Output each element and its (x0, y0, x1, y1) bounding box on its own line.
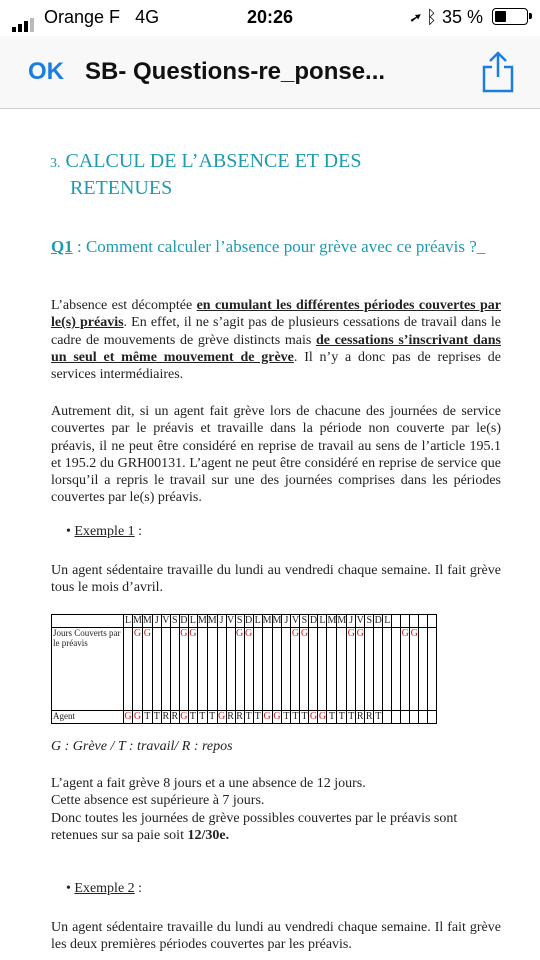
table-cell: G (318, 711, 327, 722)
day-header: V (356, 615, 364, 626)
clock: 20:26 (246, 7, 294, 27)
table-cell: T (338, 711, 345, 722)
day-header: L (189, 615, 196, 626)
table-cell: R (236, 711, 243, 722)
table-cell: T (348, 711, 355, 722)
table-cell: G (273, 711, 281, 722)
navigation-bar (0, 36, 540, 109)
table-cell (253, 628, 262, 711)
day-header: J (217, 615, 226, 628)
table-cell (392, 628, 401, 711)
table-cell: T (301, 711, 308, 722)
table-cell (161, 628, 170, 711)
day-header: D (309, 615, 318, 626)
strike-calendar-table (51, 614, 437, 724)
table-cell (365, 628, 374, 711)
day-header: S (172, 615, 178, 626)
day-header: M (207, 615, 217, 626)
location-icon: ➚ (410, 7, 422, 27)
day-header: S (301, 615, 308, 626)
status-bar (0, 0, 540, 36)
battery-percent: 35 % (441, 7, 483, 27)
table-cell (327, 628, 337, 711)
table-cell: G (142, 628, 152, 711)
header-blank (52, 615, 124, 628)
ok-button[interactable]: OK (28, 58, 64, 85)
table-cell: R (162, 711, 170, 722)
example-1-label: • Exemple 1 : (66, 524, 143, 539)
table-cell: G (291, 628, 300, 711)
table-cell (428, 628, 437, 711)
table-cell: G (347, 628, 356, 711)
table-cell: G (401, 628, 410, 711)
table-cell: G (124, 711, 132, 722)
day-header (401, 615, 410, 628)
table-cell: G (309, 711, 318, 722)
carrier-label: Orange F 4G (44, 7, 160, 27)
table-cell: G (300, 628, 309, 711)
table-cell: T (283, 711, 290, 722)
day-header: J (282, 615, 291, 628)
table-cell: T (199, 711, 206, 722)
table-cell (226, 628, 235, 711)
table-cell (383, 711, 392, 724)
section-heading: 3. CALCUL DE L’ABSENCE ET DES RETENUES (50, 150, 362, 199)
paragraph-2: Autrement dit, si un agent fait grève lors de chacune des journées de service couvertes par le préavis et travaille dans la période non couverte par le(s) préavis, il ne peut être considéré en reprise de travail au sens de l’article 195.1 et 195.2 du GRH00131. L’agent ne peut être considéré en reprise de service que lorsqu’il a repris le travail sur une des journées comprises dans les périodes couvertes par le(s) préavis. (51, 404, 501, 506)
table-cell (383, 628, 392, 711)
table-cell (152, 628, 161, 711)
table-cell: T (292, 711, 299, 722)
day-header (410, 615, 419, 628)
table-cell (197, 628, 207, 711)
table-cell: R (365, 711, 373, 722)
table-cell (337, 628, 347, 711)
day-header: L (384, 615, 391, 626)
paragraph-3: Un agent sédentaire travaille du lundi au vendredi chaque semaine. Il fait grève tous le mois d’avril. (51, 563, 501, 596)
day-header: M (133, 615, 142, 626)
paragraph-4: L’agent a fait grève 8 jours et a une absence de 12 jours. Cette absence est supérieure à 7 jours. Donc toutes les journées de grève possibles couvertes par le préavis sont retenues sur sa paie soit 12/30e. (51, 776, 458, 843)
table-cell: T (144, 711, 151, 722)
table-cell: R (227, 711, 234, 722)
table-cell: T (189, 711, 196, 722)
table-cell (309, 628, 318, 711)
day-header: M (327, 615, 337, 626)
day-header (419, 615, 428, 628)
day-header: D (245, 615, 253, 626)
table-cell: T (375, 711, 382, 722)
paragraph-1: L’absence est décomptée en cumulant les différentes périodes couvertes par le(s) préavis. En effet, il ne s’agit pas de plusieurs cessations de travail dans le cadre de mouvements de grève distincts mais de cessations s’inscrivant dans un seul et même mouvement de grève. Il n’y a donc pas de reprises de services intermédiaires. (51, 298, 502, 383)
legend: G : Grève / T : travail/ R : repos (51, 739, 233, 754)
table-header-row (52, 615, 437, 628)
row-label: Jours Couverts par le préavis (52, 628, 124, 711)
table-cell: G (218, 711, 226, 722)
day-header (392, 615, 401, 628)
table-cell: G (188, 628, 197, 711)
table-cell (217, 628, 226, 711)
day-header: M (272, 615, 282, 626)
table-cell (374, 628, 383, 711)
table-cell (401, 711, 410, 724)
day-header: V (291, 615, 300, 626)
table-cell (318, 628, 327, 711)
table-cell: T (328, 711, 335, 722)
example-2-label: • Exemple 2 : (66, 881, 143, 896)
day-header: V (227, 615, 235, 626)
table-cell (282, 628, 291, 711)
table-cell: G (133, 628, 143, 711)
day-header: S (236, 615, 243, 626)
day-header: V (162, 615, 170, 626)
table-cell (272, 628, 282, 711)
table-cell (428, 711, 437, 724)
question-q1: Q1 : Comment calculer l’absence pour grève avec ce préavis ?_ (51, 237, 486, 256)
day-header: L (319, 615, 326, 626)
table-cell: G (263, 711, 271, 722)
paragraph-5: Un agent sédentaire travaille du lundi au vendredi chaque semaine. Il fait grève les deux premières périodes couvertes par les préavis. (51, 920, 501, 953)
table-cell (392, 711, 401, 724)
table-cell (419, 628, 428, 711)
table-cell: T (245, 711, 252, 722)
table-cell: G (244, 628, 253, 711)
day-header (428, 615, 437, 628)
table-cell: G (410, 628, 419, 711)
table-cell: R (356, 711, 364, 722)
day-header: D (374, 615, 382, 626)
battery-icon (492, 8, 528, 25)
table-cell: T (209, 711, 216, 722)
table-cell (262, 628, 272, 711)
day-header: M (142, 615, 152, 626)
bluetooth-icon: ᛒ (426, 7, 437, 27)
status-right (410, 7, 528, 28)
table-cell: G (180, 711, 188, 722)
document-title: SB- Questions-re_ponse... (85, 58, 386, 85)
table-row (52, 711, 437, 724)
day-header: J (347, 615, 356, 628)
table-cell (124, 628, 133, 711)
table-row (52, 628, 437, 711)
table-cell: T (153, 711, 160, 722)
day-header: S (366, 615, 373, 626)
table-cell (419, 711, 428, 724)
table-cell: G (133, 711, 142, 722)
day-header: M (262, 615, 272, 626)
day-header: L (124, 615, 132, 626)
table-cell: G (235, 628, 244, 711)
day-header: D (180, 615, 188, 626)
table-cell (170, 628, 179, 711)
day-header: M (197, 615, 207, 626)
table-cell (207, 628, 217, 711)
table-cell: T (254, 711, 261, 722)
day-header: L (254, 615, 261, 626)
table-cell: G (356, 628, 365, 711)
day-header: M (337, 615, 347, 626)
share-icon[interactable] (480, 50, 516, 94)
day-header: J (152, 615, 161, 628)
row-label: Agent (52, 711, 124, 724)
table-cell: R (171, 711, 179, 722)
table-cell: G (179, 628, 188, 711)
table-cell (410, 711, 419, 724)
